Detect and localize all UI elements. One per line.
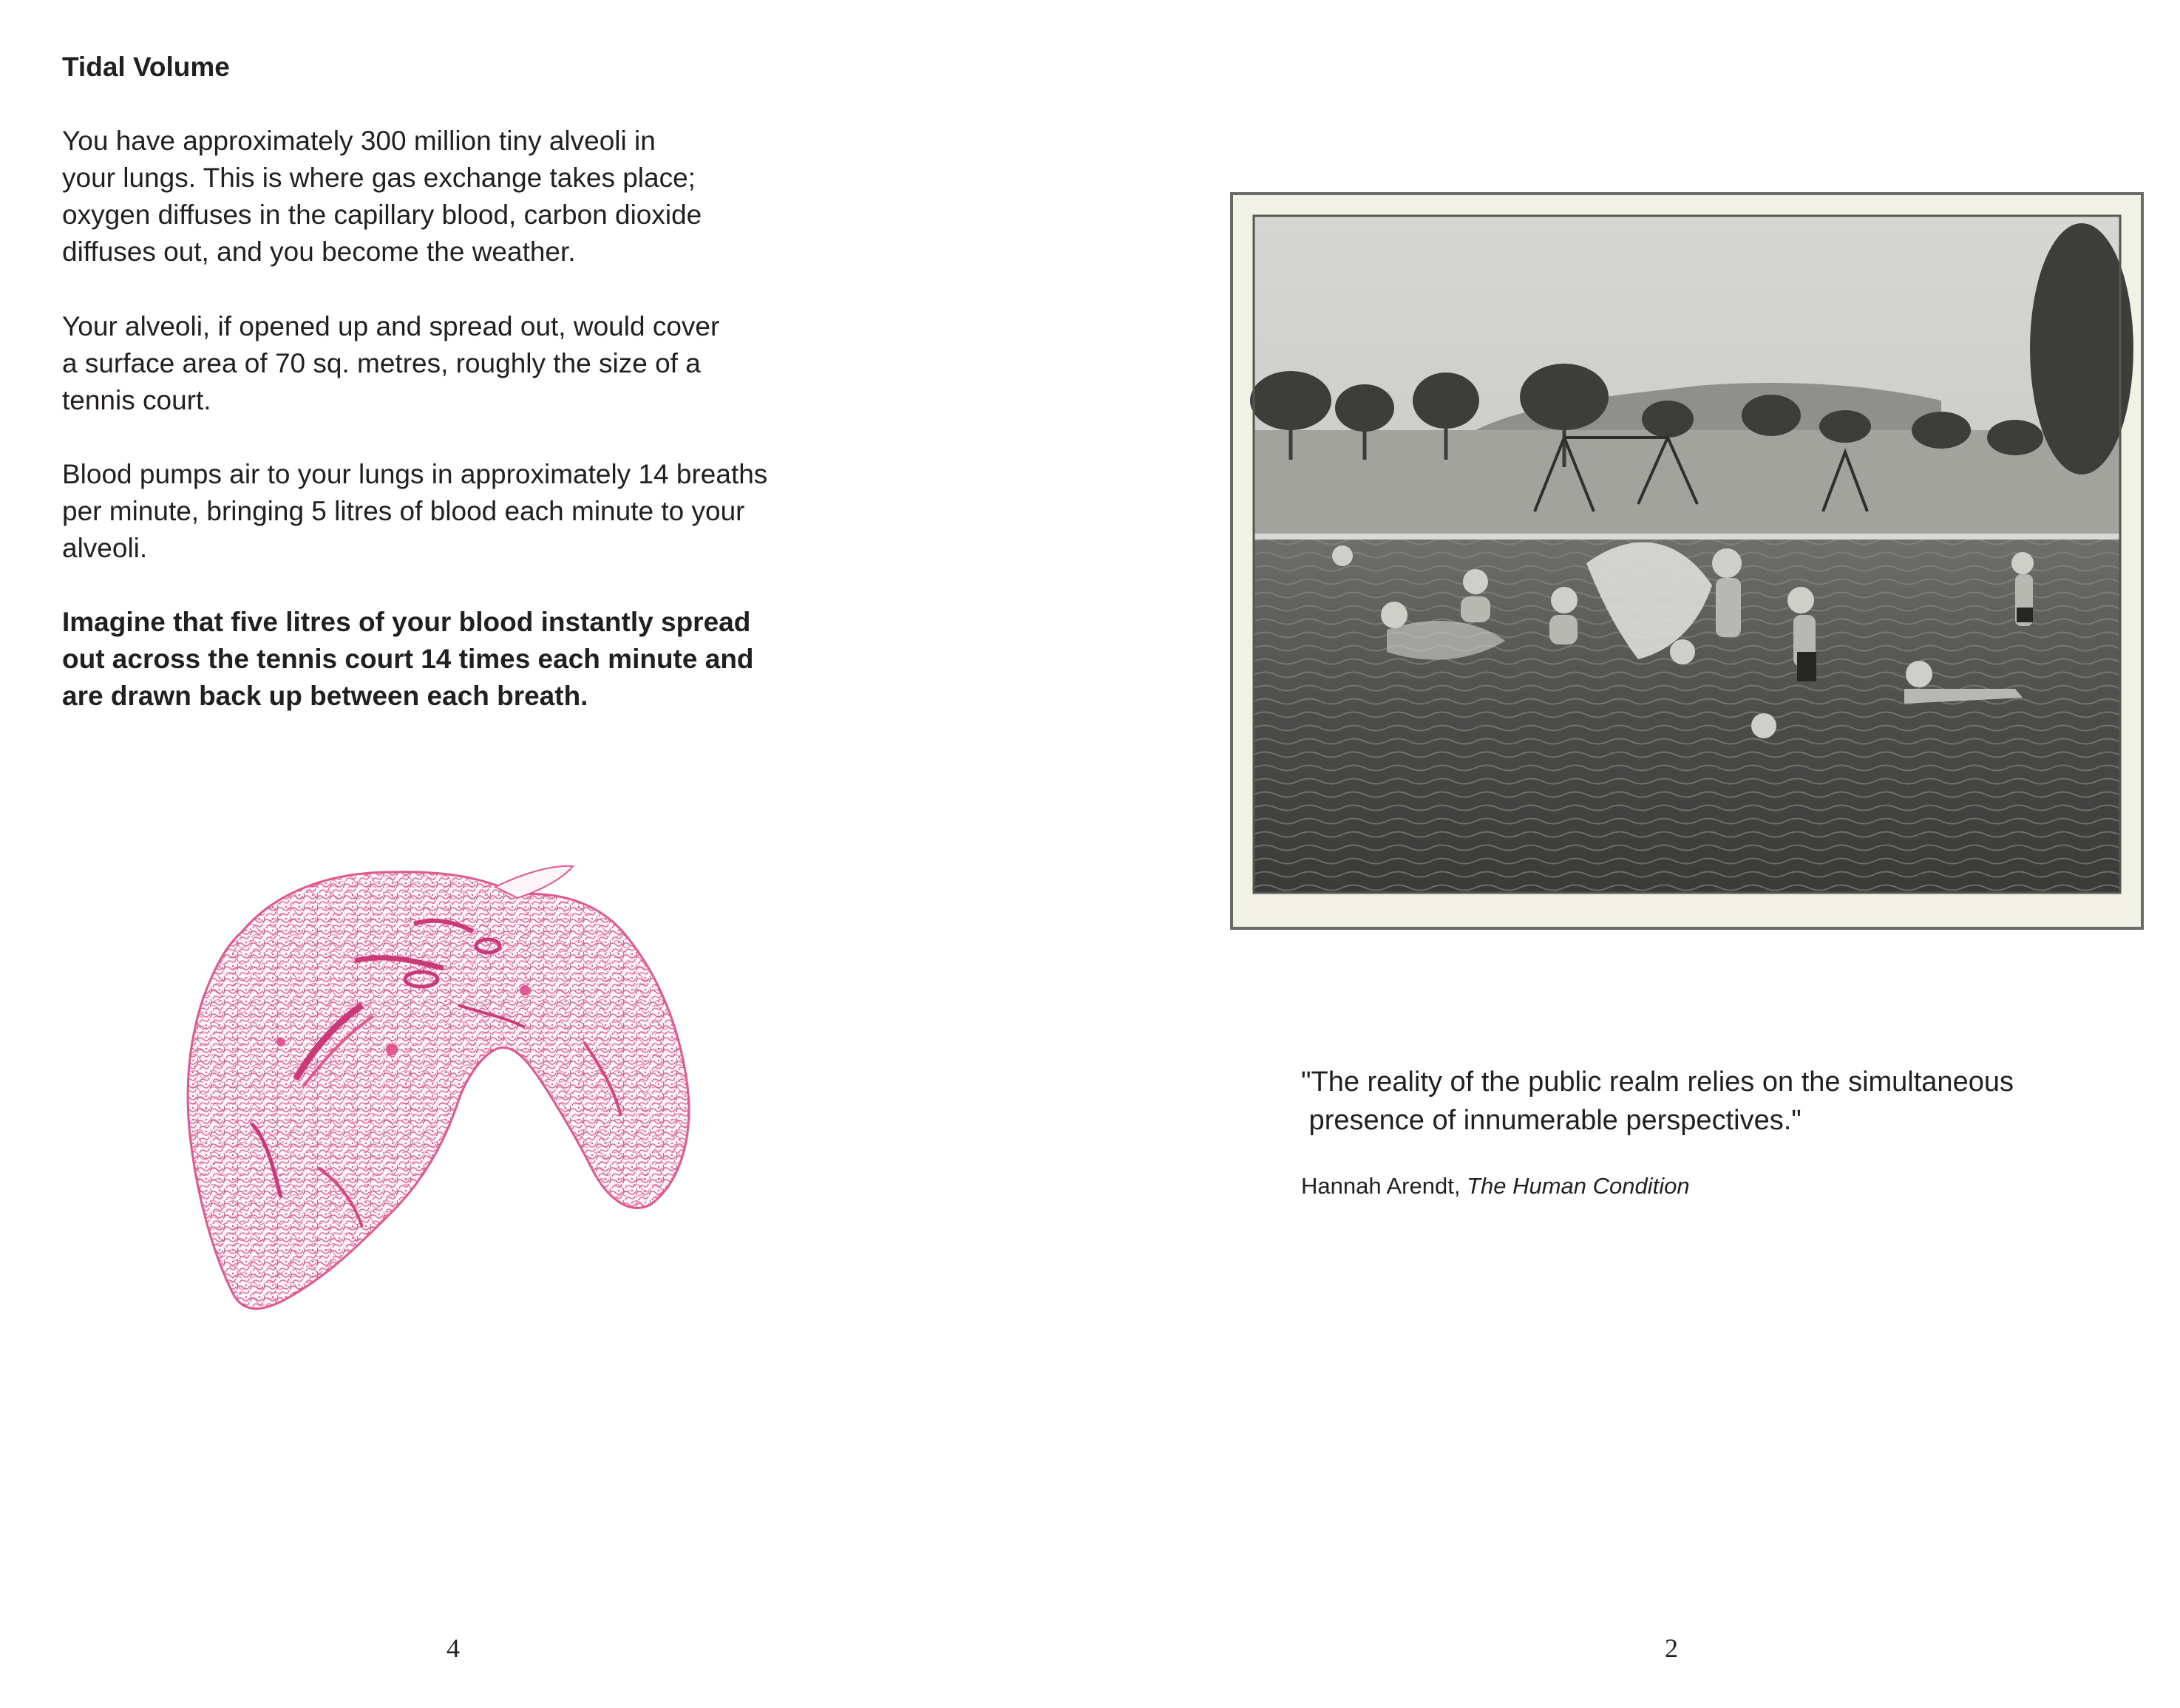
attribution-book-title: The Human Condition [1467,1173,1690,1199]
text-line: per minute, bringing 5 litres of blood each minute to your [62,496,745,526]
text-line: Your alveoli, if opened up and spread out, would cover [62,311,720,341]
paragraph-imagine-bold [62,604,920,715]
text-line: Imagine that five litres of your blood instantly spread [62,607,751,637]
text-line: oxygen diffuses in the capillary blood, carbon dioxide [62,200,702,230]
quote-attribution [1301,1171,1690,1201]
attribution-author: Hannah Arendt, [1301,1173,1467,1199]
paragraph-alveoli-count [62,123,920,271]
text-line: Blood pumps air to your lungs in approximately 14 breaths [62,459,768,489]
quote-line: presence of innumerable perspectives." [1301,1105,1802,1136]
text-line: diffuses out, and you become the weather. [62,237,576,267]
text-line: tennis court. [62,385,211,415]
text-line: are drawn back up between each breath. [62,681,588,711]
text-line: your lungs. This is where gas exchange takes place; [62,163,696,193]
swimming-pool-photo [1233,195,2141,927]
quote-line: "The reality of the public realm relies on the simultaneous [1301,1066,2014,1098]
text-line: You have approximately 300 million tiny alveoli in [62,126,656,156]
text-line: a surface area of 70 sq. metres, roughly the size of a [62,348,701,378]
vintage-photo-frame [1230,192,2144,930]
paragraph-surface-area [62,308,920,419]
paragraph-breaths [62,456,920,567]
page-number: 4 [446,1633,460,1663]
arendt-quote [1301,1063,2114,1140]
lung-section-image [170,857,761,1389]
lung-tissue-illustration [170,857,761,1389]
text-line: alveoli. [62,533,148,563]
page-heading: Tidal Volume [62,52,230,82]
page-number: 2 [1665,1633,1678,1663]
right-page [1090,0,2180,1708]
text-line: out across the tennis court 14 times each minute and [62,644,754,674]
